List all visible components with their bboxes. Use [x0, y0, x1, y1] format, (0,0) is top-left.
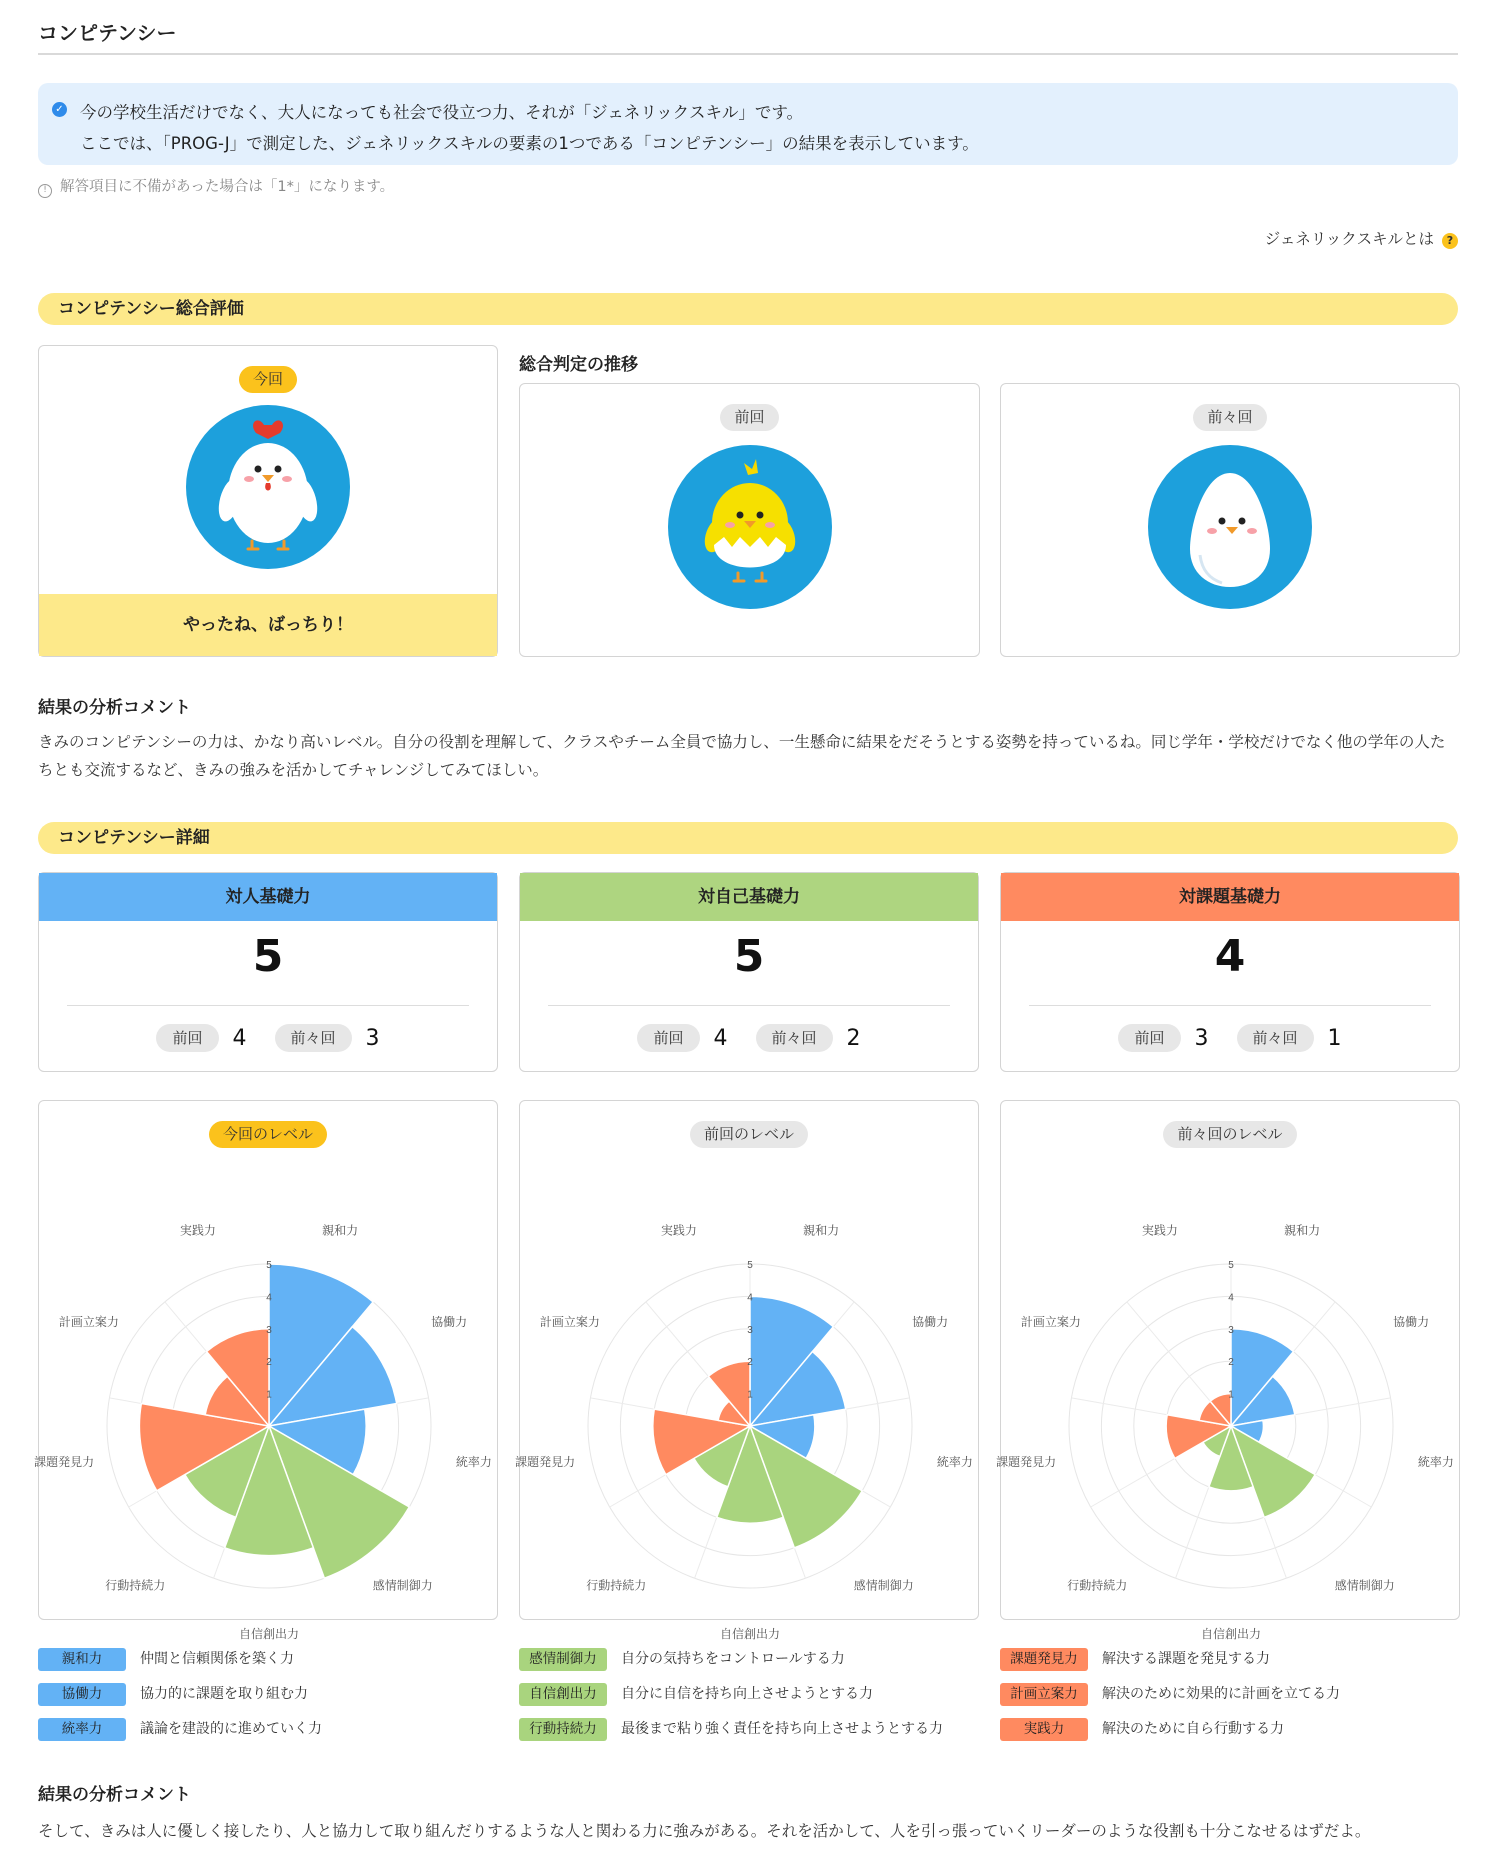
score-card-interpersonal: [38, 872, 498, 1072]
current-result-text: やったね、ばっちり！: [39, 594, 497, 656]
score-title: 対自己基礎力: [520, 873, 978, 921]
legend-tag: 実践力: [1000, 1718, 1088, 1741]
legend-tag: 計画立案力: [1000, 1683, 1088, 1706]
legend-desc: 解決のために効果的に計画を立てる力: [1102, 1686, 1340, 1702]
score-title: 対人基礎力: [39, 873, 497, 921]
tick-label: 1: [1228, 1389, 1234, 1401]
legend: [38, 1648, 1458, 1756]
tick-label: 1: [266, 1389, 272, 1401]
egg-character: [1148, 445, 1312, 609]
tick-label: 1: [747, 1389, 753, 1401]
legend-item: [519, 1683, 979, 1718]
category-label: 感情制御力: [853, 1578, 914, 1593]
prev-value: 4: [713, 1026, 728, 1051]
comment2-text: そして、きみは人に優しく接したり、人と協力して取り組んだりするような人と関わる力に強みがある。それを活かして、人を引っ張っていくリーダーのような役割も十分こなせるはずだよ。: [38, 1822, 1371, 1840]
comment1-title: 結果の分析コメント: [38, 698, 191, 718]
help-icon[interactable]: ?: [1442, 233, 1458, 249]
note-text: 解答項目に不備があった場合は「1*」になります。: [60, 179, 395, 195]
radar-title: 前々回のレベル: [1163, 1121, 1296, 1148]
section-detail-title: コンピテンシー詳細: [38, 822, 1458, 854]
info-box: [38, 83, 1458, 165]
divider: [67, 1005, 469, 1006]
prev2-value: 2: [846, 1026, 861, 1051]
legend-desc: 協力的に課題を取り組む力: [140, 1686, 308, 1702]
score-history: [1001, 1024, 1459, 1052]
tick-label: 4: [747, 1292, 753, 1304]
tick-label: 5: [1228, 1260, 1234, 1271]
legend-col-orange: [1000, 1648, 1460, 1753]
radar-card-current: [34, 1100, 498, 1641]
legend-desc: 仲間と信頼関係を築く力: [140, 1651, 294, 1667]
legend-item: [1000, 1683, 1460, 1718]
score-history: [39, 1024, 497, 1052]
legend-tag: 親和力: [38, 1648, 126, 1671]
legend-tag: 統率力: [38, 1718, 126, 1741]
radar-chart-previous: [515, 1161, 980, 1641]
legend-item: [38, 1718, 498, 1753]
tick-label: 2: [266, 1357, 272, 1369]
page-title: コンピテンシー: [38, 0, 1458, 55]
legend-tag: 課題発見力: [1000, 1648, 1088, 1671]
previous-label: 前回: [720, 404, 778, 431]
comment2-title: 結果の分析コメント: [38, 1785, 191, 1805]
chick-character: [668, 445, 832, 609]
radar-chart-current: [34, 1161, 499, 1641]
divider: [1029, 1005, 1431, 1006]
score-title: 対課題基礎力: [1001, 873, 1459, 921]
category-label: 協働力: [431, 1315, 468, 1329]
radar-chart-previous2: [996, 1161, 1461, 1641]
category-label: 実践力: [1141, 1223, 1178, 1238]
legend-tag: 行動持続力: [519, 1718, 607, 1741]
score-cards: [38, 872, 1458, 1072]
legend-item: [38, 1683, 498, 1718]
tick-label: 5: [266, 1260, 272, 1271]
category-label: 自信創出力: [719, 1627, 781, 1641]
category-label: 協働力: [912, 1315, 949, 1329]
check-icon: ✓: [52, 102, 67, 117]
tick-label: 4: [266, 1292, 272, 1304]
radar-title: 前回のレベル: [690, 1121, 808, 1148]
prev2-label: 前々回: [1237, 1024, 1314, 1052]
tick-label: 3: [266, 1324, 272, 1336]
generic-skill-link[interactable]: [38, 227, 1458, 251]
category-label: 親和力: [1284, 1223, 1321, 1238]
category-label: 協働力: [1393, 1315, 1430, 1329]
chicken-character: [186, 405, 350, 569]
current-result-card: [38, 345, 498, 657]
radar-card-previous2: [996, 1100, 1460, 1641]
radar-title: 今回のレベル: [209, 1121, 327, 1148]
legend-item: [519, 1718, 979, 1753]
tick-label: 2: [747, 1357, 753, 1369]
trend-title: 総合判定の推移: [519, 355, 638, 375]
prev2-label: 前々回: [275, 1024, 352, 1052]
legend-item: [38, 1648, 498, 1683]
overall-evaluation: [38, 345, 1458, 657]
legend-tag: 自信創出力: [519, 1683, 607, 1706]
tick-label: 4: [1228, 1292, 1234, 1304]
category-label: 課題発見力: [34, 1455, 95, 1470]
legend-desc: 解決のために自ら行動する力: [1102, 1721, 1284, 1737]
score-card-task: [1000, 872, 1460, 1072]
category-label: 実践力: [660, 1223, 697, 1238]
note: [38, 175, 1458, 197]
prev-value: 3: [1194, 1026, 1209, 1051]
category-label: 行動持続力: [105, 1578, 166, 1593]
previous-result-card: [519, 383, 980, 657]
category-label: 感情制御力: [1334, 1578, 1395, 1593]
chicken-icon: [186, 405, 350, 569]
category-label: 感情制御力: [372, 1578, 433, 1593]
radar-charts: [34, 1100, 1458, 1641]
chick-icon: [668, 445, 832, 609]
category-label: 計画立案力: [58, 1315, 119, 1329]
legend-tag: 協働力: [38, 1683, 126, 1706]
radar-card-previous: [515, 1100, 979, 1641]
info-line-2: ここでは、「PROG-J」で測定した、ジェネリックスキルの要素の1つである「コンピテンシー」の結果を表示しています。: [80, 134, 979, 153]
egg-icon: [1148, 445, 1312, 609]
prev2-label: 前々回: [756, 1024, 833, 1052]
legend-desc: 解決する課題を発見する力: [1102, 1651, 1270, 1667]
category-label: 計画立案力: [1020, 1315, 1081, 1329]
previous2-label: 前々回: [1193, 404, 1266, 431]
legend-item: [519, 1648, 979, 1683]
category-label: 計画立案力: [539, 1315, 600, 1329]
legend-col-blue: [38, 1648, 498, 1753]
category-label: 統率力: [936, 1455, 973, 1470]
prev-value: 4: [232, 1026, 247, 1051]
tick-label: 3: [747, 1324, 753, 1336]
category-label: 自信創出力: [238, 1627, 300, 1641]
tick-label: 2: [1228, 1357, 1234, 1369]
divider: [548, 1005, 950, 1006]
score-value: 5: [733, 931, 765, 982]
tick-label: 5: [747, 1260, 753, 1271]
score-card-self: [519, 872, 979, 1072]
score-value: 4: [1214, 931, 1246, 982]
category-label: 統率力: [1417, 1455, 1454, 1470]
category-label: 課題発見力: [515, 1455, 576, 1470]
comment1-text: きみのコンピテンシーの力は、かなり高いレベル。自分の役割を理解して、クラスやチーム全員で協力し、一生懸命に結果をだそうとする姿勢を持っているね。同じ学年・学校だけでなく他の学年の人たちとも交流するなど、きみの強みを活かしてチャレンジしてみてほしい。: [38, 733, 1446, 779]
prev-label: 前回: [637, 1024, 699, 1052]
legend-desc: 最後まで粘り強く責任を持ち向上させようとする力: [621, 1721, 943, 1737]
legend-desc: 自分の気持ちをコントロールする力: [621, 1651, 845, 1667]
category-label: 実践力: [179, 1223, 216, 1238]
legend-col-green: [519, 1648, 979, 1753]
prev-label: 前回: [156, 1024, 218, 1052]
current-label: 今回: [239, 366, 297, 393]
prev-label: 前回: [1118, 1024, 1180, 1052]
category-label: 課題発見力: [996, 1455, 1057, 1470]
score-history: [520, 1024, 978, 1052]
category-label: 親和力: [803, 1223, 840, 1238]
legend-item: [1000, 1648, 1460, 1683]
category-label: 行動持続力: [1067, 1578, 1128, 1593]
section-overall-title: コンピテンシー総合評価: [38, 293, 1458, 325]
legend-item: [1000, 1718, 1460, 1753]
legend-desc: 議論を建設的に進めていく力: [140, 1721, 322, 1737]
tick-label: 3: [1228, 1324, 1234, 1336]
competency-page: [34, 0, 1458, 1845]
exclamation-icon: !: [38, 184, 52, 198]
legend-desc: 自分に自信を持ち向上させようとする力: [621, 1686, 873, 1702]
score-value: 5: [252, 931, 284, 982]
category-label: 親和力: [322, 1223, 359, 1238]
prev2-value: 1: [1327, 1026, 1342, 1051]
previous2-result-card: [1000, 383, 1460, 657]
category-label: 自信創出力: [1200, 1627, 1262, 1641]
prev2-value: 3: [365, 1026, 380, 1051]
category-label: 統率力: [455, 1455, 492, 1470]
category-label: 行動持続力: [586, 1578, 647, 1593]
info-line-1: 今の学校生活だけでなく、大人になっても社会で役立つ力、それが「ジェネリックスキル」です。: [80, 103, 804, 122]
generic-skill-link-text[interactable]: ジェネリックスキルとは: [1264, 230, 1434, 248]
legend-tag: 感情制御力: [519, 1648, 607, 1671]
